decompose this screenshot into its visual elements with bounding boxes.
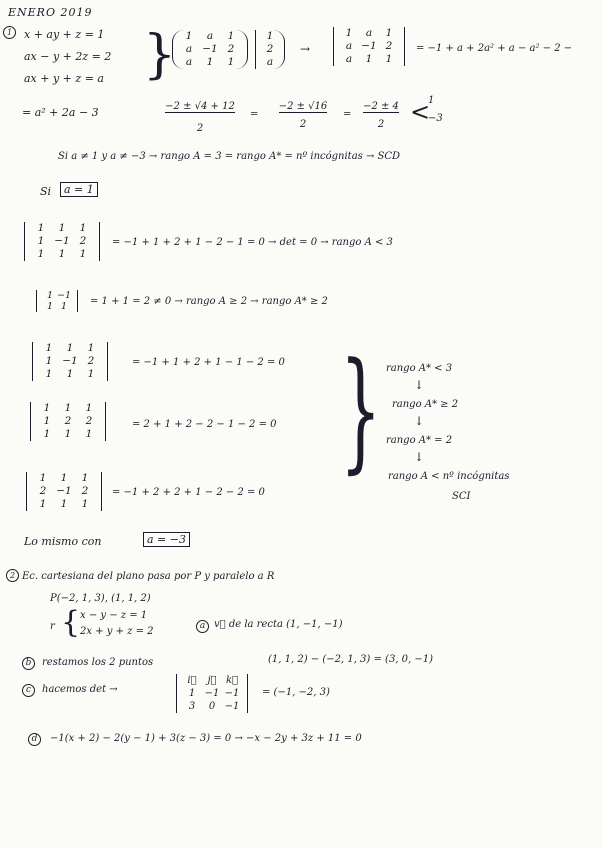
step-b-value: (1, 1, 2) − (−2, 1, 3) = (3, 0, −1)	[268, 654, 434, 665]
step-c-text: hacemos det →	[42, 684, 118, 695]
step-b-marker: b	[22, 657, 35, 670]
general-case: Si a ≠ 1 y a ≠ −3 → rango A = 3 = rango A* = nº incógnitas → SCD	[58, 151, 401, 162]
det3-result: = 2 + 1 + 2 − 2 − 1 − 2 = 0	[132, 419, 277, 430]
augmented-column: 1 2 a	[255, 30, 285, 69]
conclusion-2: rango A* ≥ 2	[392, 399, 459, 410]
step-b-text: restamos los 2 puntos	[42, 657, 154, 668]
branch-symbol: <	[410, 98, 431, 126]
det2-matrix: 1 1 1 1 −1 2 1 1 1	[32, 342, 108, 381]
equals-2: =	[343, 109, 352, 120]
det3-matrix: 1 1 1 1 2 2 1 1 1	[30, 402, 106, 441]
formula2-numerator: −2 ± √16	[278, 101, 328, 112]
problem-2-marker: 2	[6, 569, 19, 582]
conclusion-4: rango A < nº incógnitas	[388, 471, 510, 482]
root-1: 1	[428, 95, 435, 106]
system-eq-2: ax − y + 2z = 2	[24, 50, 112, 63]
det2-result: = −1 + 1 + 2 + 1 − 1 − 2 = 0	[132, 357, 285, 368]
det1-matrix: 1 1 1 1 −1 2 1 1 1	[24, 222, 100, 261]
step-d-marker: d	[28, 733, 41, 746]
down-arrow-2: ↓	[414, 414, 425, 428]
system-brace: }	[143, 25, 177, 85]
step-c-value: = (−1, −2, 3)	[262, 687, 330, 698]
case-a1-label: Si	[40, 185, 52, 198]
conclusions-brace: }	[340, 334, 382, 486]
formula-numerator: −2 ± √4 + 12	[165, 101, 235, 112]
minor-matrix: 1 −1 1 1	[36, 290, 78, 312]
same-box: a = −3	[143, 533, 190, 546]
augmented-matrix: 1 a 1 a −1 2 a 1 1	[172, 30, 248, 69]
problem-2-points: P(−2, 1, 3), (1, 1, 2)	[50, 593, 151, 604]
system-eq-1: x + ay + z = 1	[24, 28, 105, 41]
down-arrow-1: ↓	[414, 378, 425, 392]
step-c-marker: c	[22, 684, 35, 697]
formula2-denominator: 2	[299, 119, 307, 130]
down-arrow-3: ↓	[414, 450, 425, 464]
minor-result: = 1 + 1 = 2 ≠ 0 → rango A ≥ 2 → rango A* ≥ 2	[90, 296, 328, 307]
cross-product-matrix: i⃗ j⃗ k⃗ 1 −1 −1 3 0 −1	[176, 674, 248, 713]
det1-result: = −1 + 1 + 2 + 1 − 2 − 1 = 0 → det = 0 → rango A < 3	[112, 237, 393, 248]
formula-denominator: 2	[196, 123, 204, 134]
line-r-eq1: x − y − z = 1	[80, 610, 148, 621]
line-r-eq2: 2x + y + z = 2	[80, 626, 154, 637]
step-d-text: −1(x + 2) − 2(y − 1) + 3(z − 3) = 0 → −x − 2y + 3z + 11 = 0	[50, 733, 362, 744]
det-a-matrix: 1 a 1 a −1 2 a 1 1	[333, 27, 405, 66]
equals-1: =	[250, 109, 259, 120]
formula3-numerator: −2 ± 4	[363, 101, 399, 112]
conclusion-1: rango A* < 3	[386, 363, 453, 374]
line-r-brace: {	[61, 605, 81, 640]
conclusion-3: rango A* = 2	[386, 435, 453, 446]
det-a-expansion: = −1 + a + 2a² + a − a² − 2 −	[416, 43, 573, 54]
det4-result: = −1 + 2 + 2 + 1 − 2 − 2 = 0	[112, 487, 265, 498]
problem-2-title: Ec. cartesiana del plano pasa por P y paralelo a R	[22, 571, 275, 582]
system-eq-3: ax + y + z = a	[24, 72, 104, 85]
same-label: Lo mismo con	[24, 535, 102, 548]
det4-matrix: 1 1 1 2 −1 2 1 1 1	[26, 472, 102, 511]
line-r-label: r	[50, 621, 55, 632]
case-a1-box: a = 1	[60, 183, 98, 196]
arrow-to-det: →	[300, 42, 311, 56]
quadratic: = a² + 2a − 3	[22, 106, 99, 119]
date-heading: ENERO 2019	[8, 6, 93, 19]
problem-1-marker: 1	[3, 26, 16, 39]
step-a-text: v⃗ de la recta (1, −1, −1)	[214, 619, 343, 630]
root-2: −3	[428, 113, 443, 124]
formula3-denominator: 2	[377, 119, 385, 130]
conclusion-5: SCI	[452, 491, 471, 502]
step-a-marker: a	[196, 620, 209, 633]
